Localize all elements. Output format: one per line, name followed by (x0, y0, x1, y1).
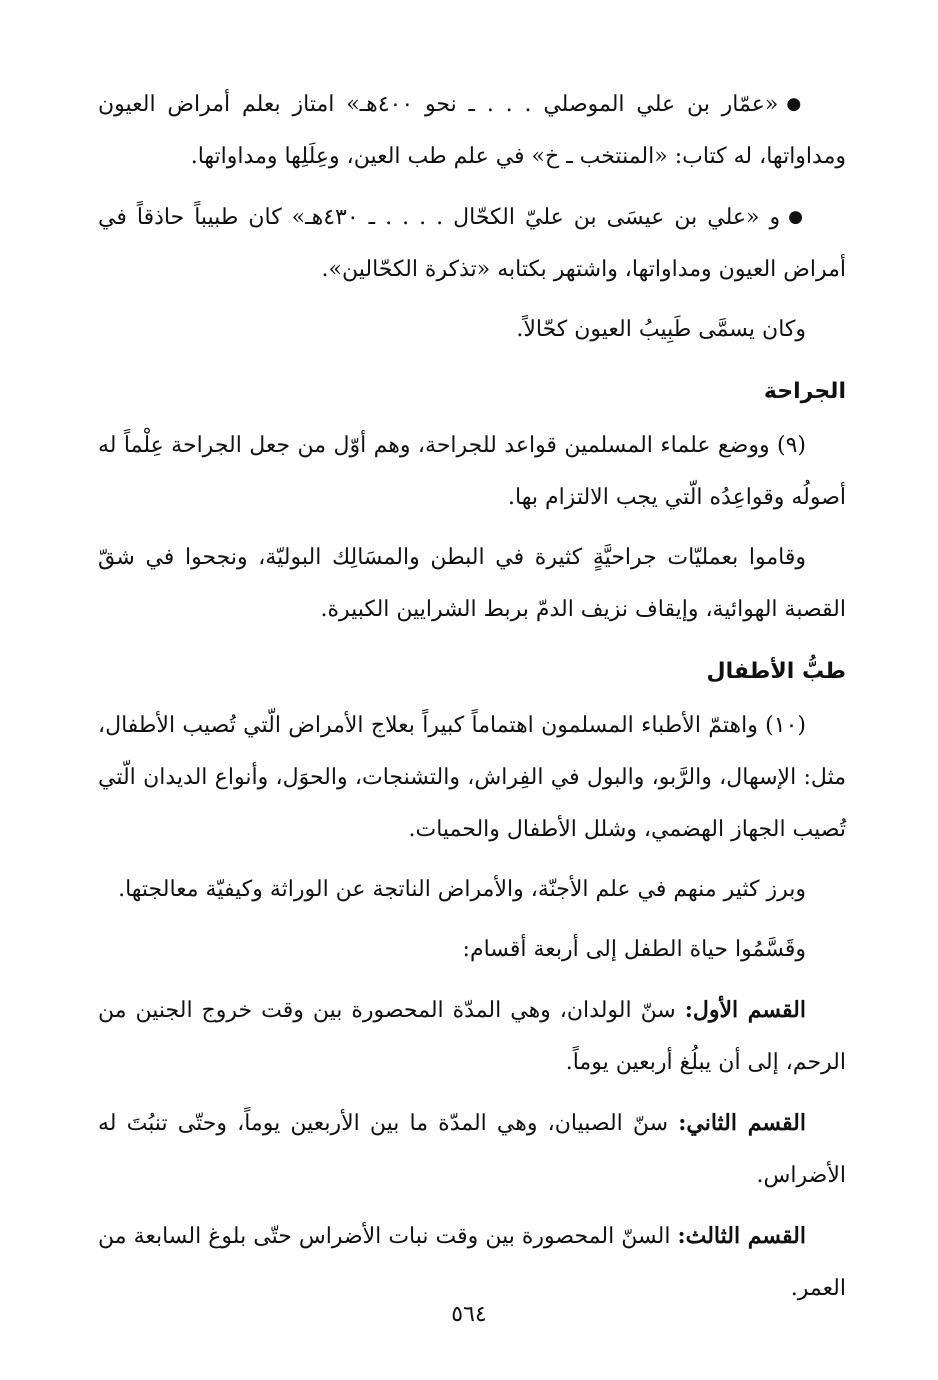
paragraph-surgery-2: وقاموا بعمليّات جراحيَّةٍ كثيرة في البطن والمسَالِك البوليّة، ونجحوا في شقّ القصبة الهوائية، وإيقاف نزيف الدمّ بربط الشرايين الكبيرة. (98, 545, 846, 622)
division-third (98, 1210, 846, 1315)
division-first-label: القسم الأول: (684, 997, 806, 1023)
division-third-label: القسم الثالث: (677, 1223, 806, 1249)
paragraph-surgery-1: (٩) ووضع علماء المسلمين قواعد للجراحة، وهم أوّل من جعل الجراحة عِلْماً له أصولُه وقواعِدُه الّتي يجب الالتزام بها. (98, 433, 846, 510)
division-first-text: سنّ الولدان، وهي المدّة المحصورة بين وقت خروج الجنين من الرحم، إلى أن يبلُغ أربعين يوماً. (98, 998, 846, 1075)
division-second-label: القسم الثاني: (678, 1110, 806, 1136)
division-second (98, 1097, 846, 1202)
paragraph-pediatrics-1: (١٠) واهتمّ الأطباء المسلمون اهتماماً كبيراً بعلاج الأمراض الّتي تُصيب الأطفال، مثل: الإسهال، والرَّبو، والبول في الفِراش، والتشنجات، والحوَل، وأنواع الديدان الّتي تُصيب الجهاز الهضمي، وشلل الأطفال والحميات. (98, 713, 846, 842)
division-first (98, 984, 846, 1089)
page-number: ٥٦٤ (451, 1302, 487, 1327)
heading-pediatrics: طبُّ الأطفال (706, 659, 846, 684)
division-third-text: السنّ المحصورة بين وقت نبات الأضراس حتّى بلوغ السابعة من العمر. (98, 1224, 846, 1301)
bullet-paragraph-ammar: ● «عمّار بن علي الموصلي . . . ـ نحو ٤٠٠هـ» امتاز بعلم أمراض العيون ومداواتها، له كتاب: «المنتخب ـ خ» في علم طب العين، وعِلَلِها ومداواتها. (98, 78, 846, 183)
division-second-text: سنّ الصبيان، وهي المدّة ما بين الأربعين يوماً، وحتّى تنبُتَ له الأضراس. (98, 1111, 846, 1188)
paragraph-kahhal: وكان يسمَّى طَبِيبُ العيون كحّالاً. (516, 317, 806, 342)
heading-surgery: الجراحة (763, 379, 846, 404)
paragraph-pediatrics-2: وبرز كثير منهم في علم الأجنّة، والأمراض الناتجة عن الوراثة وكيفيّة معالجتها. (118, 877, 806, 902)
paragraph-pediatrics-3: وقَسَّمُوا حياة الطفل إلى أربعة أقسام: (462, 937, 806, 962)
bullet-paragraph-ali-ibn-isa: ● و «علي بن عيسَى بن عليّ الكحّال . . . . ـ ٤٣٠هـ» كان طبيباً حاذقاً في أمراض العيون ومداواتها، واشتهر بكتابه «تذكرة الكحّالين». (98, 191, 846, 296)
page-body (98, 78, 846, 1315)
